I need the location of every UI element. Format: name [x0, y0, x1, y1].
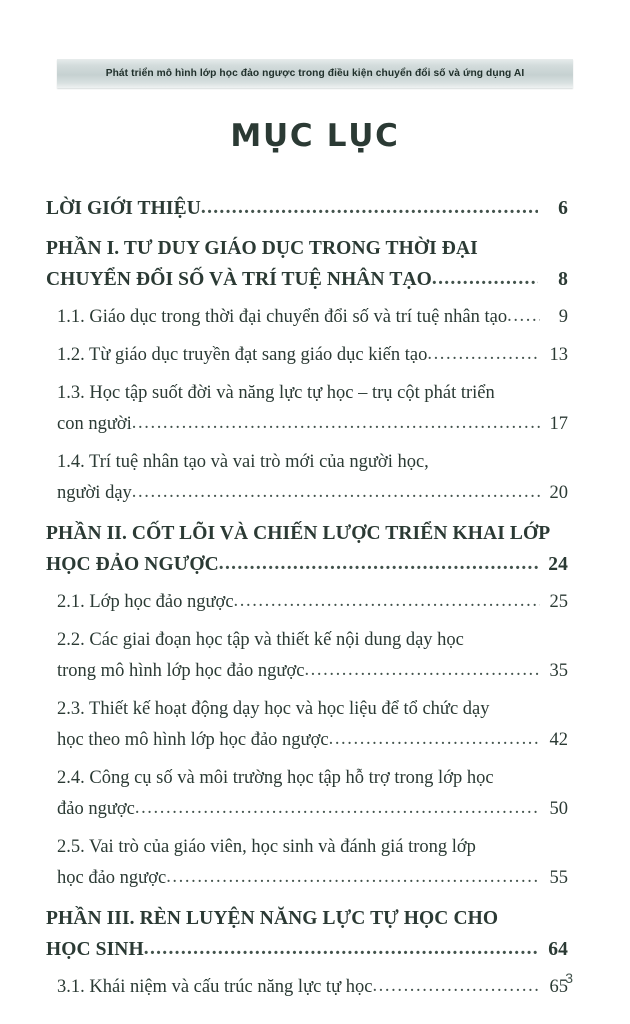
toc-entry[interactable] [46, 518, 568, 580]
toc-entry-last-line [57, 409, 568, 440]
toc-entry-page-number: 9 [558, 307, 568, 327]
dot-leader [329, 724, 540, 755]
toc-entry-label: con người [57, 414, 132, 434]
table-of-contents [46, 193, 568, 1003]
toc-entry-page-number: 42 [549, 730, 568, 750]
toc-entry-label: 2.1. Lớp học đảo ngược [57, 592, 234, 612]
toc-entry-line [46, 518, 568, 549]
toc-entry-label: HỌC SINH [46, 939, 144, 960]
running-header-title: Phát triển mô hình lớp học đảo ngược trong điều kiện chuyển đổi số và ứng dụng AI [105, 68, 525, 79]
dot-leader [144, 933, 538, 964]
toc-entry[interactable] [57, 972, 568, 1003]
dot-leader [135, 793, 540, 824]
toc-entry-label: 1.4. Trí tuệ nhân tạo và vai trò mới của người học, [57, 452, 429, 472]
toc-entry-line [57, 625, 568, 656]
dot-leader [507, 301, 540, 332]
toc-entry-page-number: 24 [548, 554, 568, 575]
toc-entry[interactable] [57, 832, 568, 894]
toc-entry-label: 2.5. Vai trò của giáo viên, học sinh và đánh giá trong lớp [57, 837, 476, 857]
toc-entry-label: 3.1. Khái niệm và cấu trúc năng lực tự học [57, 977, 373, 997]
toc-entry[interactable] [57, 625, 568, 687]
running-header-band [57, 59, 573, 88]
toc-entry-label: PHẦN II. CỐT LÕI VÀ CHIẾN LƯỢC TRIỂN KHAI LỚP [46, 523, 551, 544]
toc-entry-page-number: 13 [549, 345, 568, 365]
dot-leader [432, 263, 538, 294]
toc-entry-last-line [57, 794, 568, 825]
toc-entry[interactable] [57, 447, 568, 509]
toc-entry-last-line [57, 587, 568, 618]
toc-entry[interactable] [57, 340, 568, 371]
toc-entry-last-line [57, 725, 568, 756]
toc-entry[interactable] [57, 302, 568, 333]
toc-entry-label: 2.4. Công cụ số và môi trường học tập hỗ trợ trong lớp học [57, 768, 494, 788]
dot-leader [304, 655, 540, 686]
toc-entry-page-number: 64 [548, 939, 568, 960]
toc-entry-label: học đảo ngược [57, 868, 167, 888]
toc-entry-label: LỜI GIỚI THIỆU [46, 198, 201, 219]
page-number: 3 [565, 970, 573, 986]
toc-entry-last-line [57, 656, 568, 687]
toc-entry-label: đảo ngược [57, 799, 135, 819]
toc-entry-line [57, 378, 568, 409]
dot-leader [219, 548, 538, 579]
toc-entry[interactable] [57, 378, 568, 440]
toc-entry-line [46, 233, 568, 264]
toc-entry-line [57, 763, 568, 794]
toc-entry-last-line [57, 340, 568, 371]
toc-entry-label: HỌC ĐẢO NGƯỢC [46, 554, 219, 575]
toc-entry[interactable] [57, 587, 568, 618]
toc-entry-page-number: 25 [549, 592, 568, 612]
toc-entry-line [57, 694, 568, 725]
toc-entry-last-line [57, 972, 568, 1003]
toc-entry-label: 1.3. Học tập suốt đời và năng lực tự học – trụ cột phát triển [57, 383, 495, 403]
toc-entry-page-number: 35 [549, 661, 568, 681]
toc-entry-line [57, 447, 568, 478]
toc-entry-label: PHẦN III. RÈN LUYỆN NĂNG LỰC TỰ HỌC CHO [46, 908, 499, 929]
toc-entry-last-line [46, 549, 568, 580]
toc-entry-label: PHẦN I. TƯ DUY GIÁO DỤC TRONG THỜI ĐẠI [46, 238, 478, 259]
toc-entry-line [46, 903, 568, 934]
toc-entry-page-number: 6 [558, 198, 568, 219]
page-title: MỤC LỤC [230, 118, 400, 154]
dot-leader [132, 477, 540, 508]
dot-leader [166, 862, 540, 893]
dot-leader [201, 192, 538, 223]
toc-entry-page-number: 20 [549, 483, 568, 503]
toc-entry-label: CHUYỂN ĐỔI SỐ VÀ TRÍ TUỆ NHÂN TẠO [46, 269, 432, 290]
toc-entry-last-line [46, 934, 568, 965]
toc-entry[interactable] [46, 903, 568, 965]
toc-entry-page-number: 50 [549, 799, 568, 819]
toc-entry-last-line [46, 264, 568, 295]
toc-entry-last-line [46, 193, 568, 224]
toc-entry-page-number: 17 [549, 414, 568, 434]
toc-entry[interactable] [46, 233, 568, 295]
toc-entry-page-number: 8 [558, 269, 568, 290]
toc-entry-label: 2.3. Thiết kế hoạt động dạy học và học liệu để tổ chức dạy [57, 699, 490, 719]
dot-leader [372, 971, 540, 1002]
toc-entry-label: 2.2. Các giai đoạn học tập và thiết kế nội dung dạy học [57, 630, 464, 650]
toc-entry-last-line [57, 478, 568, 509]
toc-entry[interactable] [57, 763, 568, 825]
dot-leader [427, 339, 540, 370]
dot-leader [234, 586, 540, 617]
toc-entry-label: học theo mô hình lớp học đảo ngược [57, 730, 329, 750]
toc-entry-label: 1.2. Từ giáo dục truyền đạt sang giáo dục kiến tạo [57, 345, 428, 365]
toc-entry-label: người dạy [57, 483, 132, 503]
toc-entry[interactable] [46, 193, 568, 224]
toc-entry-page-number: 65 [549, 977, 568, 997]
toc-entry-page-number: 55 [549, 868, 568, 888]
toc-entry-label: 1.1. Giáo dục trong thời đại chuyển đổi số và trí tuệ nhân tạo [57, 307, 508, 327]
toc-entry-line [57, 832, 568, 863]
toc-entry[interactable] [57, 694, 568, 756]
toc-entry-last-line [57, 863, 568, 894]
toc-entry-label: trong mô hình lớp học đảo ngược [57, 661, 305, 681]
toc-entry-last-line [57, 302, 568, 333]
dot-leader [132, 408, 540, 439]
